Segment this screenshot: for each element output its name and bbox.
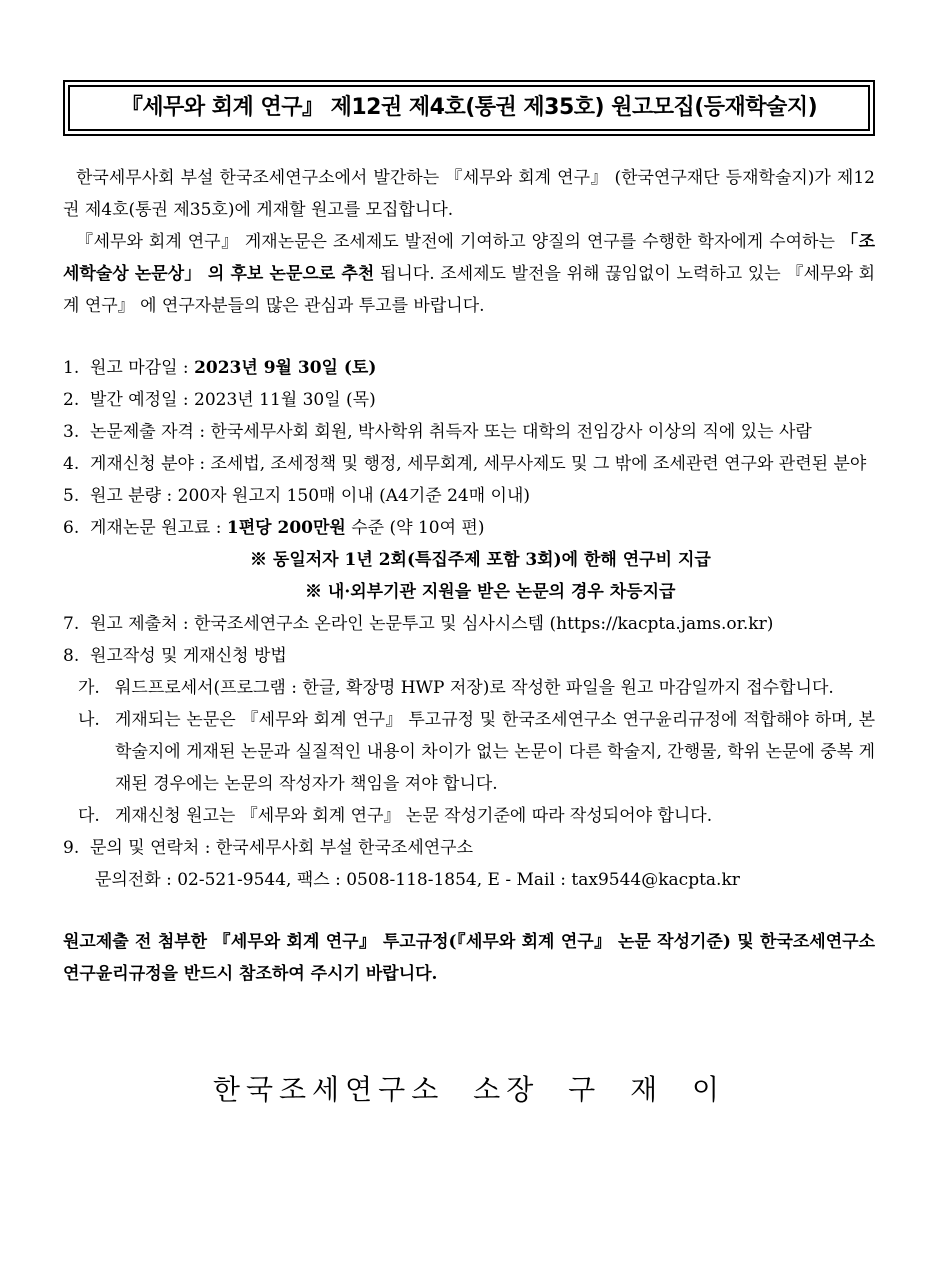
- item-number: 2.: [63, 390, 80, 410]
- list-item-deadline: [63, 352, 875, 384]
- sub-item-number: 다.: [78, 806, 100, 826]
- fee-note-1: ※ 동일저자 1년 2회(특집주제 포함 3회)에 한해 연구비 지급: [250, 550, 711, 570]
- list-item-publication-date: [63, 384, 875, 416]
- item-text: 논문제출 자격 : 한국세무사회 회원, 박사학위 취득자 또는 대학의 전임강사 이상의 직에 있는 사람: [90, 422, 812, 442]
- award-emphasis-text: 「조세학술상 논문상」 의 후보 논문으로 추천: [63, 232, 875, 284]
- list-item-fields: [63, 448, 875, 480]
- item-number: 5.: [63, 486, 80, 506]
- page-title: 『세무와 회계 연구』 제12권 제4호(통권 제35호) 원고모집(등재학술지): [68, 85, 870, 131]
- list-item-contact: [63, 832, 875, 864]
- item-number: 4.: [63, 454, 80, 474]
- item-number: 3.: [63, 422, 80, 442]
- sub-item-text: 워드프로세서(프로그램 : 한글, 확장명 HWP 저장)로 작성한 파일을 원고 마감일까지 접수합니다.: [115, 678, 834, 698]
- sub-item-number: 나.: [78, 710, 100, 730]
- sub-item-da: [78, 800, 875, 832]
- item-text: 원고 제출처 : 한국조세연구소 온라인 논문투고 및 심사시스템 (https://kacpta.jams.or.kr): [90, 614, 774, 634]
- sub-item-number: 가.: [78, 678, 100, 698]
- signature-line: 한국조세연구소 소장 구 재 이: [212, 1073, 726, 1106]
- fee-note-2: ※ 내·외부기관 지원을 받은 논문의 경우 차등지급: [305, 582, 676, 602]
- item-number: 1.: [63, 358, 80, 378]
- sub-item-text: 게재신청 원고는 『세무와 회계 연구』 논문 작성기준에 따라 작성되어야 합니다.: [115, 806, 713, 826]
- item-text: 수준 (약 10여 편): [345, 518, 485, 538]
- item-text: 원고작성 및 게재신청 방법: [90, 646, 287, 666]
- intro-paragraph-2-tail: 됩니다. 조세제도 발전을 위해 끊임없이 노력하고 있는 『세무와 회계 연구』 에 연구자분들의 많은 관심과 투고를 바랍니다.: [63, 264, 876, 316]
- list-item-eligibility: [63, 416, 875, 448]
- sub-item-na: [78, 704, 875, 800]
- item-text: 문의 및 연락처 : 한국세무사회 부설 한국조세연구소: [90, 838, 474, 858]
- intro-section: [63, 162, 875, 322]
- item-text: 게재신청 분야 : 조세법, 조세정책 및 행정, 세무회계, 세무사제도 및 그 밖에 조세관련 연구와 관련된 분야: [90, 454, 867, 474]
- item-label: 게재논문 원고료 :: [90, 518, 227, 538]
- list-item-submission-site: [63, 608, 875, 640]
- fee-amount: 1편당 200만원: [226, 518, 346, 538]
- sub-item-text: 게재되는 논문은 『세무와 회계 연구』 투고규정 및 한국조세연구소 연구윤리규정에 적합해야 하며, 본 학술지에 게재된 논문과 실질적인 내용이 차이가 없는 논문이 다른 학술지, 간행물, 학위 논문에 중복 게재된 경우에는 논문의 작성자가 책임을 져야 합니다.: [115, 710, 875, 794]
- intro-paragraph-2: [63, 226, 875, 322]
- item-number: 7.: [63, 614, 80, 634]
- item-text: 원고 분량 : 200자 원고지 150매 이내 (A4기준 24매 이내): [90, 486, 530, 506]
- item-text: 발간 예정일 : 2023년 11월 30일 (목): [90, 390, 376, 410]
- list-item-how-to-apply: [63, 640, 875, 672]
- item-number: 9.: [63, 838, 80, 858]
- list-item-fee: [63, 512, 875, 544]
- item-label: 원고 마감일 :: [90, 358, 195, 378]
- notice-items-list: [63, 352, 875, 896]
- item-number: 8.: [63, 646, 80, 666]
- deadline-date: 2023년 9월 30일 (토): [194, 358, 377, 378]
- intro-paragraph-1: 한국세무사회 부설 한국조세연구소에서 발간하는 『세무와 회계 연구』 (한국연구재단 등재학술지)가 제12권 제4호(통권 제35호)에 게재할 원고를 모집합니다.: [63, 168, 875, 220]
- closing-notice: 원고제출 전 첨부한 『세무와 회계 연구』 투고규정(『세무와 회계 연구』 논문 작성기준) 및 한국조세연구소 연구윤리규정을 반드시 참조하여 주시기 바랍니다.: [63, 932, 875, 984]
- title-box: [63, 80, 875, 136]
- contact-details: 문의전화 : 02-521-9544, 팩스 : 0508-118-1854, E - Mail : tax9544@kacpta.kr: [95, 870, 740, 890]
- item-number: 6.: [63, 518, 80, 538]
- sub-item-ga: [78, 672, 875, 704]
- list-item-length: [63, 480, 875, 512]
- intro-paragraph-2-text: 『세무와 회계 연구』 게재논문은 조세제도 발전에 기여하고 양질의 연구를 수행한 학자에게 수여하는: [76, 232, 841, 252]
